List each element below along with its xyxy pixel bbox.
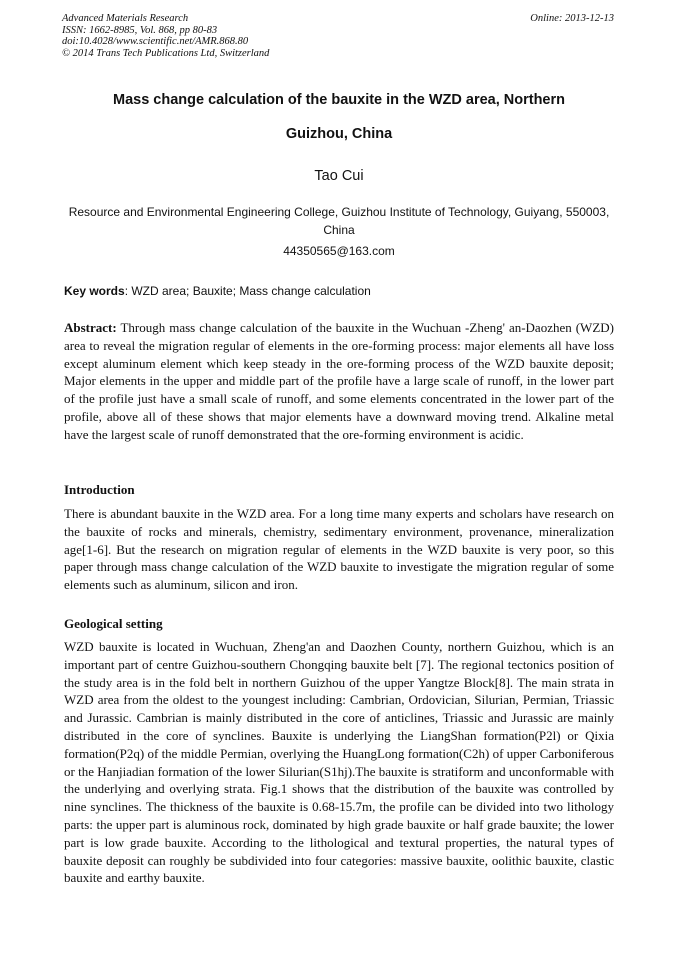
paper-title-line1: Mass change calculation of the bauxite in the WZD area, Northern — [113, 92, 565, 108]
doi-line: doi:10.4028/www.scientific.net/AMR.868.80 — [62, 36, 249, 47]
geological-setting-heading: Geological setting — [64, 616, 163, 631]
keywords-label: Key words — [64, 284, 125, 298]
journal-header — [62, 13, 269, 59]
keywords — [64, 284, 614, 298]
abstract — [64, 319, 614, 444]
abstract-text: Through mass change calculation of the bauxite in the Wuchuan -Zheng' an-Daozhen (WZD) area to reveal the migration regular of elements in the ore-forming process: major elements all have loss except aluminum element which keep steady in the ore-forming process of the WZD bauxite deposit; Major elements in the upper and middle part of the profile have a large scale of runoff, in the lower part of the profile just have a small scale of runoff, and some elements concentrated in the lower part of the profile, above all of these shows that major elements have a downward moving trend. Alkaline metal have the largest scale of runoff demonstrated that the ore-forming environment is acidic. — [64, 320, 614, 442]
copyright-line: © 2014 Trans Tech Publications Ltd, Switzerland — [62, 47, 270, 59]
introduction-heading: Introduction — [64, 482, 135, 497]
author-email: 44350565@163.com — [283, 244, 395, 258]
author-name: Tao Cui — [314, 168, 364, 184]
introduction-text: There is abundant bauxite in the WZD area. For a long time many experts and scholars have research on the bauxite of rocks and minerals, chemistry, sedimentary environment, provenance, mineralization age[1-6]. But the research on migration regular of elements in the WZD bauxite is very poor, so this paper through mass change calculation of the WZD bauxite to investigate the migration regular of some elements such as aluminum, silicon and iron. — [64, 506, 614, 593]
geological-setting-text: WZD bauxite is located in Wuchuan, Zheng'an and Daozhen County, northern Guizhou, which is an important part of centre Guizhou-southern Chongqing bauxite belt [7]. The regional tectonics position of the study area is in the fold belt in northern Guizhou of the upper Yangtze Block[8]. The main strata in WZD area from the oldest to the youngest including: Cambrian, Ordovician, Silurian, Permian, Triassic and Jurassic. Cambrian is mainly distributed in the core of anticlines, Triassic and Jurassic are mainly distributed in the core of synclines. Bauxite is underlying the LiangShan formation(P2l) or Qixia formation(P2q) of the middle Permian, overlying the HuangLong formation(C2h) of upper Carboniferous or the Hanjiadian formation of the lower Silurian(S1hj).The bauxite is stratiform and unconformable with the underlying and overlying strata. Fig.1 shows that the distribution of the bauxite was controlled by nine synclines. The thickness of the bauxite is 0.68-15.7m, the profile can be divided into two lithology parts: the upper part is aluminous rock, dominated by high grade bauxite or half grade bauxite; the lower part is low grade bauxite. According to the lithological and textural properties, the natural types of bauxite deposit can roughly be subdivided into four categories: massive bauxite, oolithic bauxite, clastic bauxite and earthy bauxite. — [64, 639, 614, 886]
keywords-text: : WZD area; Bauxite; Mass change calculation — [124, 284, 371, 298]
journal-name: Advanced Materials Research — [62, 13, 189, 24]
author-affiliation: Resource and Environmental Engineering College, Guizhou Institute of Technology, Guiyang, 550003, China — [68, 205, 610, 237]
abstract-label: Abstract: — [64, 320, 117, 335]
online-date: Online: 2013-12-13 — [530, 13, 614, 24]
issn-line: ISSN: 1662-8985, Vol. 868, pp 80-83 — [62, 24, 218, 36]
paper-title-line2: Guizhou, China — [285, 126, 393, 142]
